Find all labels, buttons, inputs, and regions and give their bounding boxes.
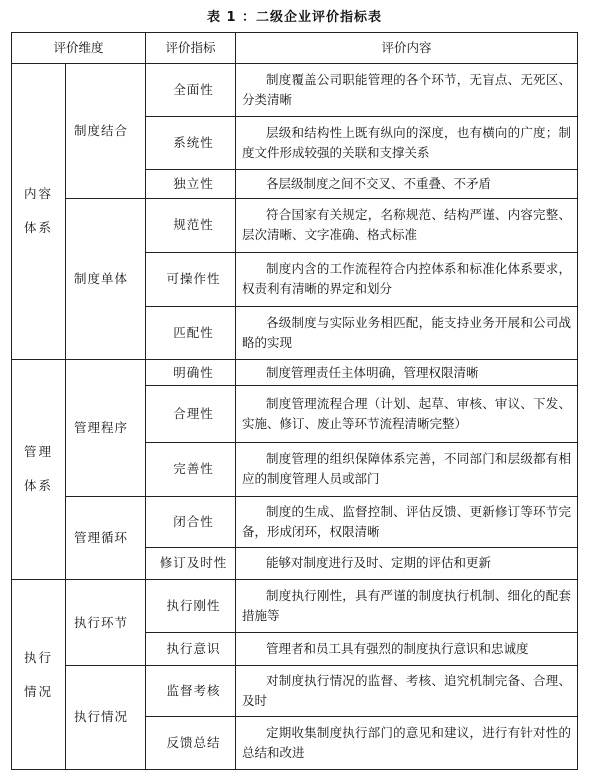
indicator-cell: 反馈总结 — [146, 716, 236, 769]
content-cell: 定期收集制度执行部门的意见和建议，进行有针对性的总结和改进 — [236, 716, 578, 769]
group-name: 执行 情况 — [12, 580, 66, 770]
indicator-cell: 执行刚性 — [146, 580, 236, 633]
content-cell: 管理者和员工具有强烈的制度执行意识和忠诚度 — [236, 633, 578, 666]
indicator-cell: 合理性 — [146, 386, 236, 443]
indicator-cell: 独立性 — [146, 170, 236, 199]
subgroup-name: 执行环节 — [66, 580, 146, 666]
content-cell: 制度执行刚性，具有严谨的制度执行机制、细化的配套措施等 — [236, 580, 578, 633]
content-cell: 制度管理的组织保障体系完善，不同部门和层级都有相应的制度管理人员或部门 — [236, 443, 578, 496]
content-cell: 能够对制度进行及时、定期的评估和更新 — [236, 547, 578, 580]
content-cell: 制度的生成、监督控制、评估反馈、更新修订等环节完备，形成闭环，权限清晰 — [236, 496, 578, 547]
content-cell: 对制度执行情况的监督、考核、追究机制完备、合理、及时 — [236, 665, 578, 716]
table-caption: 表 1 ：二级企业评价指标表 — [206, 10, 383, 25]
content-cell: 制度覆盖公司职能管理的各个环节，无盲点、无死区、分类清晰 — [236, 64, 578, 117]
indicator-cell: 执行意识 — [146, 633, 236, 666]
table-row — [12, 359, 578, 386]
indicator-cell: 规范性 — [146, 198, 236, 252]
indicator-cell: 可操作性 — [146, 252, 236, 306]
indicator-cell: 全面性 — [146, 64, 236, 117]
group-name: 内容 体系 — [12, 64, 66, 360]
table-row — [12, 496, 578, 547]
subgroup-name: 执行情况 — [66, 665, 146, 769]
indicator-cell: 明确性 — [146, 359, 236, 386]
table-row — [12, 198, 578, 252]
indicator-cell: 完善性 — [146, 443, 236, 496]
subgroup-name: 管理循环 — [66, 496, 146, 580]
subgroup-name: 制度结合 — [66, 64, 146, 199]
indicator-cell: 监督考核 — [146, 665, 236, 716]
indicator-cell: 系统性 — [146, 117, 236, 170]
header-dimension: 评价维度 — [12, 33, 146, 64]
content-cell: 层级和结构性上既有纵向的深度，也有横向的广度；制度文件形成较强的关联和支撑关系 — [236, 117, 578, 170]
subgroup-name: 制度单体 — [66, 198, 146, 359]
subgroup-name: 管理程序 — [66, 359, 146, 496]
table-row — [12, 580, 578, 633]
evaluation-index-table — [11, 32, 578, 770]
content-cell: 制度管理流程合理（计划、起草、审核、审议、下发、实施、修订、废止等环节流程清晰完整） — [236, 386, 578, 443]
indicator-cell: 匹配性 — [146, 306, 236, 359]
table-row — [12, 64, 578, 117]
content-cell: 符合国家有关规定，名称规范、结构严谨、内容完整、层次清晰、文字准确、格式标准 — [236, 198, 578, 252]
content-cell: 制度管理责任主体明确，管理权限清晰 — [236, 359, 578, 386]
table-row — [12, 665, 578, 716]
indicator-cell: 闭合性 — [146, 496, 236, 547]
content-cell: 各级制度与实际业务相匹配，能支持业务开展和公司战略的实现 — [236, 306, 578, 359]
content-cell: 各层级制度之间不交叉、不重叠、不矛盾 — [236, 170, 578, 199]
header-content: 评价内容 — [236, 33, 578, 64]
header-indicator: 评价指标 — [146, 33, 236, 64]
header-row — [12, 33, 578, 64]
group-name: 管理 体系 — [12, 359, 66, 579]
content-cell: 制度内含的工作流程符合内控体系和标准化体系要求，权责利有清晰的界定和划分 — [236, 252, 578, 306]
indicator-cell: 修订及时性 — [146, 547, 236, 580]
